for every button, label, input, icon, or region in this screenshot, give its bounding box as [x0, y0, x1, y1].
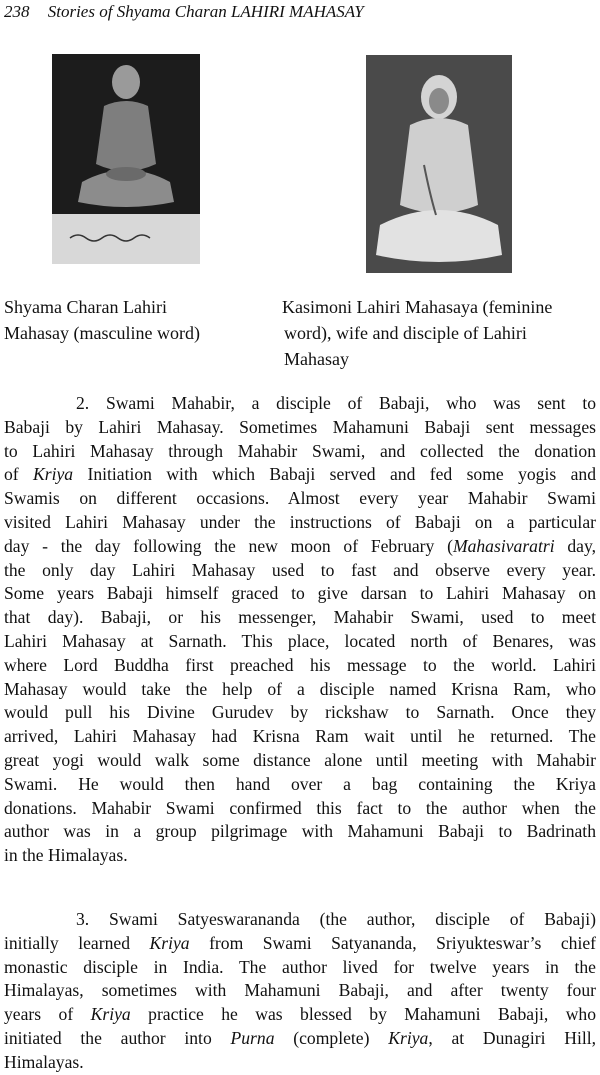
text-line: would pull his Divine Gurudev by rickshaw to Sarnath. Once they — [4, 702, 596, 723]
text-line: to Lahiri Mahasay through Mahabir Swami, and collected the donation — [4, 440, 596, 461]
text-line — [4, 1027, 596, 1051]
text-segment: years of — [4, 1004, 91, 1025]
paragraph-2 — [4, 392, 596, 868]
text-segment: , at Dunagiri Hill, — [428, 1027, 597, 1048]
text-segment: (complete) — [274, 1027, 389, 1048]
text-segment: from Swami Satyananda, Sriyukteswar’s chief — [189, 932, 597, 953]
caption-right-line: Mahasay — [284, 349, 349, 369]
page-number: 238 — [4, 2, 30, 21]
caption-left — [4, 294, 264, 346]
text-segment: Initiation with which Babaji served and fed some yogis and — [73, 464, 596, 485]
text-line: great yogi would walk some distance alone until meeting with Mahabir — [4, 749, 596, 770]
text-line: Swami. He would then hand over a bag containing the Kriya — [4, 773, 596, 794]
text-line: monastic disciple in India. The author lived for twelve years in the — [4, 956, 596, 977]
text-line: Babaji by Lahiri Mahasay. Sometimes Mahamuni Babaji sent messages — [4, 416, 596, 437]
italic-term: Kriya — [388, 1027, 429, 1048]
text-line — [4, 1003, 596, 1027]
text-line: Himalayas. — [4, 1051, 84, 1072]
italic-term: Kriya — [149, 932, 190, 953]
photo-lahiri-mahasay — [52, 54, 200, 264]
text-line: where Lord Buddha first preached his message to the world. Lahiri — [4, 654, 596, 675]
text-segment: initially learned — [4, 932, 150, 953]
running-title: Stories of Shyama Charan LAHIRI MAHASAY — [47, 2, 364, 21]
italic-term: Mahasivaratri — [452, 535, 555, 556]
text-segment: day, — [554, 535, 596, 556]
text-line: in the Himalayas. — [4, 845, 128, 866]
text-line: Some years Babaji himself graced to give darsan to Lahiri Mahasay on — [4, 583, 596, 604]
caption-left-line: Mahasay (masculine word) — [4, 323, 200, 343]
running-header — [4, 2, 364, 22]
text-line — [4, 932, 596, 956]
text-line: visited Lahiri Mahasay under the instructions of Babaji on a particular — [4, 511, 596, 532]
italic-term: Kriya — [33, 464, 74, 485]
text-line: 3. Swami Satyeswarananda (the author, disciple of Babaji) — [76, 909, 596, 929]
text-line: Lahiri Mahasay at Sarnath. This place, located north of Benares, was — [4, 630, 596, 651]
text-segment: practice he was blessed by Mahamuni Babaji, who — [130, 1004, 597, 1025]
text-line: donations. Mahabir Swami confirmed this fact to the author when the — [4, 797, 596, 818]
caption-right — [282, 294, 594, 372]
text-line: Mahasay would take the help of a disciple named Krisna Ram, who — [4, 678, 596, 699]
text-line: Swamis on different occasions. Almost every year Mahabir Swami — [4, 488, 596, 509]
paragraph-3 — [4, 908, 596, 1075]
text-segment: initiated the author into — [4, 1027, 231, 1048]
text-segment: day - the day following the new moon of February ( — [4, 535, 453, 556]
italic-term: Kriya — [90, 1004, 131, 1025]
text-line: that day). Babaji, or his messenger, Mahabir Swami, used to meet — [4, 607, 596, 628]
photo-kasimoni-lahiri — [366, 55, 512, 273]
caption-right-line: word), wife and disciple of Lahiri — [284, 323, 527, 343]
text-line: author was in a group pilgrimage with Mahamuni Babaji to Badrinath — [4, 821, 596, 842]
text-line: arrived, Lahiri Mahasay had Krisna Ram wait until he returned. The — [4, 726, 596, 747]
text-line: the only day Lahiri Mahasay used to fast and observe every year. — [4, 559, 596, 580]
text-line: 2. Swami Mahabir, a disciple of Babaji, who was sent to — [76, 393, 596, 413]
italic-term: Purna — [230, 1027, 275, 1048]
text-line: Himalayas, sometimes with Mahamuni Babaji, and after twenty four — [4, 980, 596, 1001]
text-line — [4, 463, 596, 487]
caption-right-line: Kasimoni Lahiri Mahasaya (feminine — [282, 297, 553, 317]
text-line — [4, 535, 596, 559]
caption-left-line: Shyama Charan Lahiri — [4, 297, 167, 317]
text-segment: of — [4, 464, 34, 485]
